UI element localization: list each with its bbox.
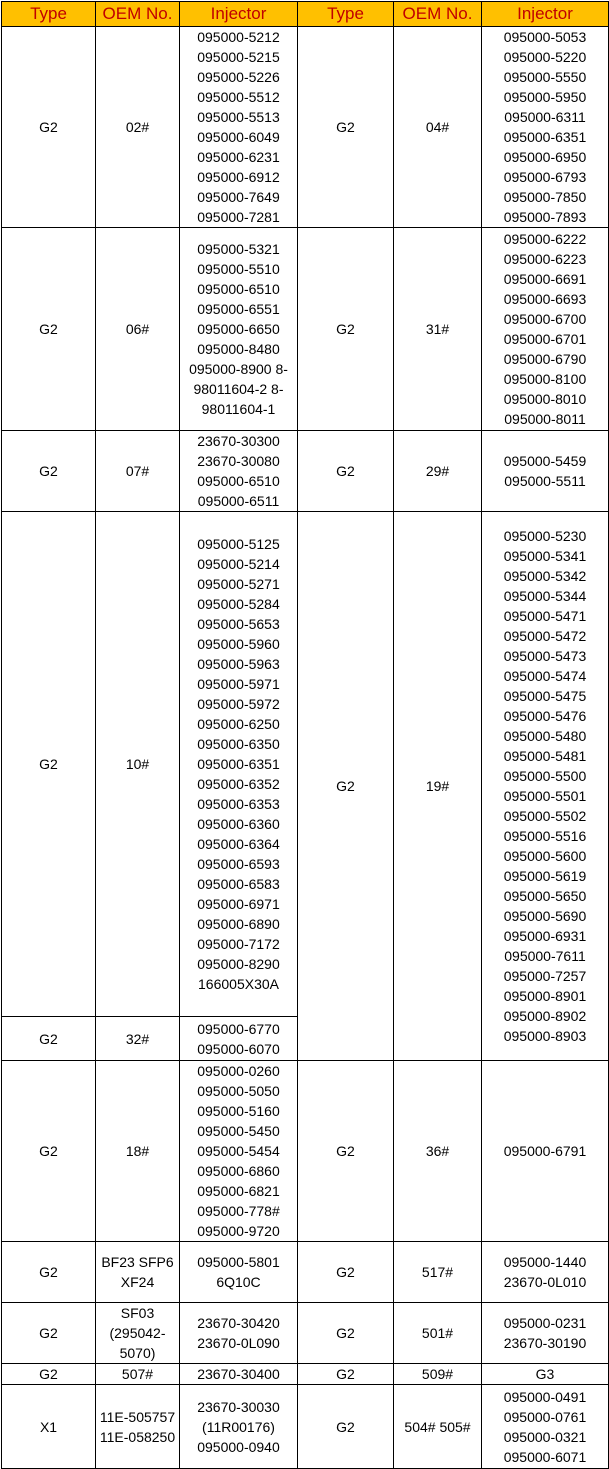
injector-part-number: 095000-6931 xyxy=(503,928,587,944)
injector-part-number: 095000-6222 xyxy=(503,231,587,247)
injector-part-number: 095000-8011 xyxy=(504,411,586,427)
injector-part-number: 095000-5160 xyxy=(197,1103,280,1119)
oem-cell: 11E-505757 11E-058250 xyxy=(96,1385,180,1469)
type-cell: G2 xyxy=(298,228,394,431)
injector-part-number: 095000-8900 8- xyxy=(189,361,288,377)
oem-cell: 504# 505# xyxy=(394,1385,482,1469)
injector-part-number: 095000-5230 xyxy=(503,528,587,544)
injector-part-number: 095000-6793 xyxy=(503,169,587,185)
injector-part-number: 095000-7257 xyxy=(503,968,587,984)
type-cell: G2 xyxy=(298,1303,394,1364)
injector-part-number: 095000-7893 xyxy=(503,209,587,225)
injector-part-number: 095000-7611 xyxy=(504,948,586,964)
injector-part-number: 095000-8902 xyxy=(503,1008,587,1024)
injector-part-number: 095000-7649 xyxy=(197,189,280,205)
injector-cell xyxy=(180,1364,298,1385)
injector-part-number: 095000-5600 xyxy=(503,848,587,864)
injector-part-number: 095000-5215 xyxy=(197,49,280,65)
table-row xyxy=(2,1061,609,1242)
injector-part-number: 095000-5454 xyxy=(197,1143,280,1159)
oem-cell: 06# xyxy=(96,228,180,431)
injector-part-number: 095000-5481 xyxy=(503,748,587,764)
type-cell: G2 xyxy=(2,1242,96,1303)
injector-part-number: 095000-6231 xyxy=(197,149,280,165)
oem-cell: SF03 (295042-5070) xyxy=(96,1303,180,1364)
oem-cell: 517# xyxy=(394,1242,482,1303)
injector-part-number: 095000-5502 xyxy=(503,808,587,824)
injector-cell xyxy=(482,228,609,431)
injector-cross-reference-table xyxy=(1,1,609,1469)
header-oem-left: OEM No. xyxy=(96,2,180,27)
injector-part-number: 095000-6693 xyxy=(503,291,587,307)
injector-part-number: 095000-5950 xyxy=(503,89,587,105)
injector-part-number: G3 xyxy=(535,1366,555,1382)
injector-part-number: 095000-5053 xyxy=(503,29,587,45)
injector-part-number: 095000-5220 xyxy=(503,49,587,65)
injector-part-number: 23670-30400 xyxy=(197,1366,280,1382)
injector-part-number: 095000-6971 xyxy=(197,896,280,912)
injector-part-number: 095000-5513 xyxy=(197,109,280,125)
injector-part-number: 095000-5653 xyxy=(197,616,280,632)
oem-cell: 31# xyxy=(394,228,482,431)
injector-part-number: 095000-0260 xyxy=(197,1063,280,1079)
injector-part-number: 23670-30300 xyxy=(197,433,280,449)
oem-cell: BF23 SFP6 XF24 xyxy=(96,1242,180,1303)
injector-cell xyxy=(180,1242,298,1303)
injector-part-number: 095000-5125 xyxy=(197,536,280,552)
injector-part-number: 095000-6821 xyxy=(197,1183,280,1199)
oem-cell: 02# xyxy=(96,27,180,228)
table-row xyxy=(2,1364,609,1385)
oem-cell: 19# xyxy=(394,512,482,1061)
injector-part-number: 095000-0231 xyxy=(503,1315,587,1331)
injector-part-number: 095000-5450 xyxy=(197,1123,280,1139)
table-row xyxy=(2,1242,609,1303)
injector-part-number: 095000-5476 xyxy=(503,708,587,724)
oem-cell: 18# xyxy=(96,1061,180,1242)
injector-part-number: 095000-6353 xyxy=(197,796,280,812)
injector-part-number: 095000-6352 xyxy=(197,776,280,792)
injector-part-number: 095000-6950 xyxy=(503,149,587,165)
injector-part-number: 23670-30030 xyxy=(197,1398,280,1415)
oem-cell: 04# xyxy=(394,27,482,228)
injector-part-number: 095000-5472 xyxy=(503,628,587,644)
table-row xyxy=(2,431,609,512)
header-oem-right: OEM No. xyxy=(394,2,482,27)
injector-part-number: 095000-5500 xyxy=(503,768,587,784)
injector-cell xyxy=(482,1303,609,1364)
table-row xyxy=(2,1303,609,1364)
injector-part-number: 095000-6311 xyxy=(504,109,586,125)
injector-part-number: 095000-8010 xyxy=(503,391,587,407)
injector-part-number: 095000-8901 xyxy=(503,988,587,1004)
injector-cell xyxy=(180,431,298,512)
injector-part-number: 095000-7172 xyxy=(197,936,280,952)
injector-cell xyxy=(180,1385,298,1469)
injector-part-number: 095000-0321 xyxy=(503,1428,587,1445)
injector-part-number: 98011604-2 8- xyxy=(193,381,284,397)
type-cell: G2 xyxy=(298,1242,394,1303)
injector-part-number: 095000-6351 xyxy=(503,129,587,145)
injector-part-number: 095000-5511 xyxy=(504,473,586,489)
injector-part-number: 095000-5214 xyxy=(197,556,280,572)
oem-cell: 29# xyxy=(394,431,482,512)
injector-part-number: 095000-5342 xyxy=(503,568,587,584)
injector-part-number: 095000-5801 xyxy=(197,1254,280,1270)
header-row xyxy=(2,2,609,27)
injector-part-number: 095000-5321 xyxy=(197,241,280,257)
injector-part-number: 095000-5971 xyxy=(197,676,280,692)
table-row xyxy=(2,27,609,228)
header-type-left: Type xyxy=(2,2,96,27)
injector-part-number: 23670-30080 xyxy=(197,453,280,469)
type-cell: G2 xyxy=(2,1364,96,1385)
injector-part-number: 166005X30A xyxy=(198,976,279,992)
header-injector-right: Injector xyxy=(482,2,609,27)
type-cell: G2 xyxy=(2,1061,96,1242)
injector-cell xyxy=(482,1242,609,1303)
table-row xyxy=(2,512,609,1017)
type-cell: G2 xyxy=(298,1061,394,1242)
injector-cell xyxy=(180,27,298,228)
injector-part-number: 095000-5960 xyxy=(197,636,280,652)
injector-part-number: 095000-5972 xyxy=(197,696,280,712)
injector-part-number: 095000-5475 xyxy=(503,688,587,704)
injector-part-number: 095000-6071 xyxy=(503,1448,587,1465)
injector-part-number: 095000-7281 xyxy=(197,209,280,225)
injector-cell xyxy=(180,1017,298,1061)
injector-part-number: 095000-5471 xyxy=(503,608,587,624)
type-cell: X1 xyxy=(2,1385,96,1469)
injector-part-number: 095000-5344 xyxy=(503,588,587,604)
injector-part-number: 095000-8903 xyxy=(503,1028,587,1044)
injector-part-number: 095000-8100 xyxy=(503,371,587,387)
injector-part-number: 095000-6364 xyxy=(197,836,280,852)
injector-part-number: 23670-30190 xyxy=(503,1335,587,1351)
injector-part-number: 095000-8480 xyxy=(197,341,280,357)
oem-cell: 32# xyxy=(96,1017,180,1061)
oem-cell: 507# xyxy=(96,1364,180,1385)
injector-part-number: 095000-5474 xyxy=(503,668,587,684)
injector-part-number: 095000-6551 xyxy=(197,301,280,317)
type-cell: G2 xyxy=(298,512,394,1061)
injector-part-number: 095000-6250 xyxy=(197,716,280,732)
oem-cell: 07# xyxy=(96,431,180,512)
injector-part-number: 095000-0761 xyxy=(503,1408,587,1425)
injector-part-number: 095000-6510 xyxy=(197,281,280,297)
injector-cell xyxy=(482,27,609,228)
injector-part-number: 095000-6700 xyxy=(503,311,587,327)
injector-part-number: 095000-6791 xyxy=(503,1143,587,1159)
injector-part-number: 095000-5212 xyxy=(197,29,280,45)
injector-part-number: 095000-6360 xyxy=(197,816,280,832)
injector-part-number: (11R00176) xyxy=(202,1418,275,1435)
oem-cell: 501# xyxy=(394,1303,482,1364)
type-cell: G2 xyxy=(298,27,394,228)
oem-cell: 10# xyxy=(96,512,180,1017)
injector-part-number: 095000-5963 xyxy=(197,656,280,672)
injector-cell xyxy=(180,228,298,431)
injector-part-number: 6Q10C xyxy=(216,1274,261,1290)
injector-part-number: 095000-6351 xyxy=(197,756,280,772)
injector-part-number: 095000-8290 xyxy=(197,956,280,972)
type-cell: G2 xyxy=(298,431,394,512)
injector-part-number: 095000-6510 xyxy=(197,473,280,489)
oem-cell: 509# xyxy=(394,1364,482,1385)
injector-part-number: 23670-0L010 xyxy=(503,1274,587,1290)
injector-part-number: 095000-1440 xyxy=(503,1254,587,1270)
injector-part-number: 095000-6790 xyxy=(503,351,587,367)
injector-cell xyxy=(180,512,298,1017)
injector-part-number: 98011604-1 xyxy=(201,401,276,417)
injector-part-number: 095000-5284 xyxy=(197,596,280,612)
injector-part-number: 095000-5459 xyxy=(503,453,587,469)
injector-part-number: 23670-30420 xyxy=(197,1315,280,1331)
injector-part-number: 095000-7850 xyxy=(503,189,587,205)
injector-part-number: 095000-5550 xyxy=(503,69,587,85)
injector-part-number: 095000-6890 xyxy=(197,916,280,932)
injector-part-number: 095000-6223 xyxy=(503,251,587,267)
injector-part-number: 095000-6070 xyxy=(197,1040,280,1057)
injector-part-number: 095000-778# xyxy=(197,1203,280,1219)
type-cell: G2 xyxy=(2,512,96,1017)
injector-part-number: 095000-6770 xyxy=(197,1020,280,1037)
injector-part-number: 095000-5501 xyxy=(503,788,587,804)
injector-part-number: 095000-5510 xyxy=(197,261,280,277)
type-cell: G2 xyxy=(2,431,96,512)
injector-part-number: 095000-0940 xyxy=(197,1438,280,1455)
injector-part-number: 095000-6583 xyxy=(197,876,280,892)
injector-part-number: 095000-6701 xyxy=(503,331,587,347)
injector-part-number: 095000-5271 xyxy=(197,576,280,592)
injector-cell xyxy=(482,1061,609,1242)
injector-part-number: 095000-6650 xyxy=(197,321,280,337)
injector-part-number: 23670-0L090 xyxy=(197,1335,280,1351)
injector-part-number: 095000-6691 xyxy=(503,271,587,287)
type-cell: G2 xyxy=(2,1303,96,1364)
injector-cell xyxy=(482,1364,609,1385)
type-cell: G2 xyxy=(298,1364,394,1385)
type-cell: G2 xyxy=(2,27,96,228)
injector-cell xyxy=(180,1061,298,1242)
injector-part-number: 095000-6511 xyxy=(197,493,280,509)
type-cell: G2 xyxy=(2,228,96,431)
injector-cell xyxy=(180,1303,298,1364)
injector-part-number: 095000-6049 xyxy=(197,129,280,145)
injector-part-number: 095000-5516 xyxy=(503,828,587,844)
injector-cell xyxy=(482,512,609,1061)
injector-part-number: 095000-5473 xyxy=(503,648,587,664)
type-cell: G2 xyxy=(2,1017,96,1061)
injector-part-number: 095000-5341 xyxy=(503,548,587,564)
oem-cell: 36# xyxy=(394,1061,482,1242)
injector-part-number: 095000-5650 xyxy=(503,888,587,904)
injector-cell xyxy=(482,431,609,512)
header-type-right: Type xyxy=(298,2,394,27)
injector-part-number: 095000-6912 xyxy=(197,169,280,185)
table-row xyxy=(2,1385,609,1469)
injector-part-number: 095000-6350 xyxy=(197,736,280,752)
header-injector-left: Injector xyxy=(180,2,298,27)
type-cell: G2 xyxy=(298,1385,394,1469)
injector-part-number: 095000-5512 xyxy=(197,89,280,105)
injector-part-number: 095000-5050 xyxy=(197,1083,280,1099)
table-row xyxy=(2,228,609,431)
injector-cell xyxy=(482,1385,609,1469)
injector-part-number: 095000-6860 xyxy=(197,1163,280,1179)
injector-part-number: 095000-6593 xyxy=(197,856,280,872)
injector-part-number: 095000-5619 xyxy=(503,868,587,884)
injector-part-number: 095000-9720 xyxy=(197,1223,280,1239)
injector-part-number: 095000-5480 xyxy=(503,728,587,744)
injector-part-number: 095000-5690 xyxy=(503,908,587,924)
injector-part-number: 095000-0491 xyxy=(503,1388,587,1405)
injector-part-number: 095000-5226 xyxy=(197,69,280,85)
